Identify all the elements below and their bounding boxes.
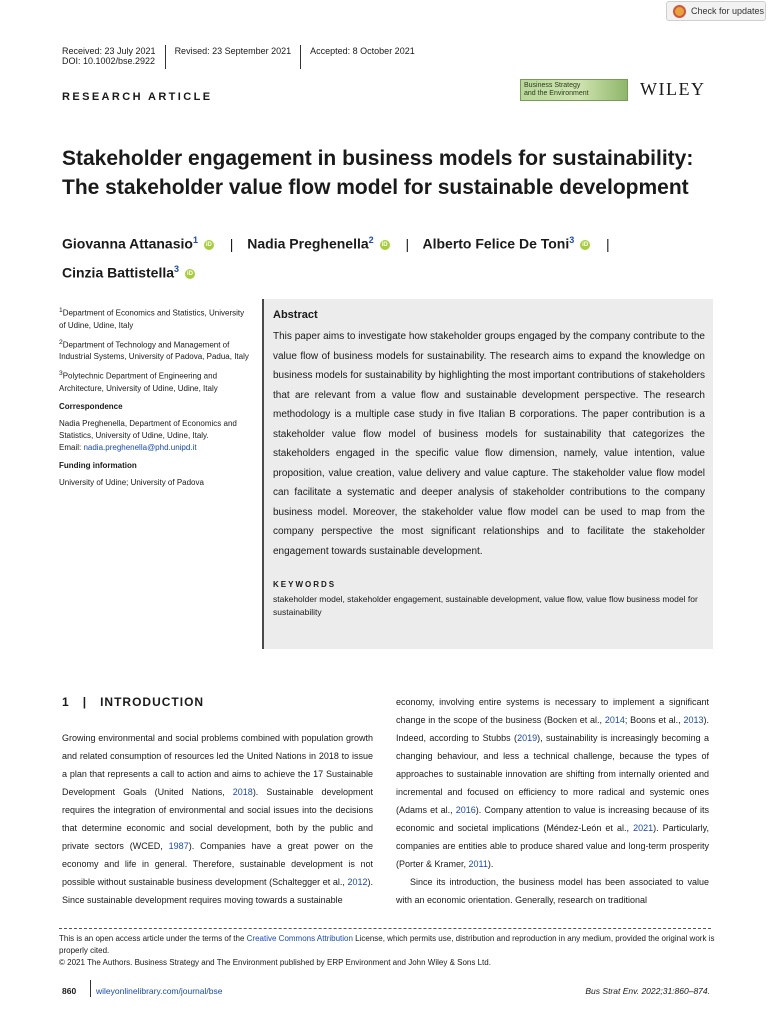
citation-link[interactable]: 2011 bbox=[468, 859, 488, 869]
author-separator: | bbox=[405, 235, 410, 252]
journal-logo-line1: Business Strategy bbox=[524, 82, 581, 89]
title-line-2: The stakeholder value flow model for sustainable development bbox=[62, 176, 689, 199]
copyright-text: © 2021 The Authors. Business Strategy and The Environment published by ERP Environment and John Wiley & Sons Ltd. bbox=[59, 958, 491, 967]
cc-license-link[interactable]: Creative Commons Attribution bbox=[246, 934, 353, 943]
body-text: economy, involving entire systems is necessary to implement a significant change in the scope of the business (Bocken et al., bbox=[396, 697, 709, 725]
license-text: This is an open access article under the terms of the bbox=[59, 934, 247, 943]
funding-text: University of Udine; University of Padova bbox=[59, 477, 204, 487]
correspondence-text bbox=[59, 418, 249, 454]
body-text: ). bbox=[487, 859, 494, 869]
citation-link[interactable]: 2013 bbox=[683, 715, 704, 725]
author-separator: | bbox=[229, 235, 234, 252]
section-heading bbox=[62, 695, 204, 709]
journal-citation: Bus Strat Env. 2022;31:860–874. bbox=[585, 986, 710, 996]
abstract-text: This paper aims to investigate how stakeholder groups engaged by the company contribute to the value flow of business models for sustainability. The research aims to expand the knowledge on business models for sustainability by highlighting the most important contributions of stakeholders that are relevant from a value flow and sustainable development perspective. The research methodology is a multiple case study in five Italian B corporations. The paper contribution is a stakeholder value flow model of business models for sustainability that categorizes the stakeholders engaged in the specific value flow dimension, namely, value intention, value proposition, value creation, value delivery and value capture. The stakeholder value flow model can facilitate a systematic and deeper analysis of stakeholder contributions to the company business model. Moreover, the stakeholder value flow model can be used to map from the company perspective the most significant relationships and to facilitate the stakeholder engagement towards sustainable development. bbox=[273, 331, 705, 557]
body-text: ; Boons et al., bbox=[624, 715, 684, 725]
author-name[interactable]: Alberto Felice De Toni bbox=[422, 235, 570, 252]
citation-link[interactable]: 2018 bbox=[232, 787, 253, 797]
citation-link[interactable]: 2016 bbox=[455, 805, 476, 815]
section-separator: | bbox=[82, 695, 88, 709]
license-footnote bbox=[59, 933, 719, 969]
doi: DOI: 10.1002/bse.2922 bbox=[62, 56, 156, 66]
keywords-text: stakeholder model, stakeholder engagement, sustainable development, value flow, value flow business model for sustainability bbox=[273, 594, 698, 617]
intro-left-column bbox=[62, 729, 373, 909]
body-text: ), sustainability is increasingly becoming a changing behaviour, and less a technical challenge, because the types of approaches to sustainable innovation are shifting from internally oriented and incremental and focused on efficiency to more radical and systemic ones (Adams et al., bbox=[396, 733, 710, 815]
crossmark-icon bbox=[673, 5, 686, 18]
affiliation-1 bbox=[59, 305, 249, 332]
citation-link[interactable]: 2012 bbox=[347, 877, 368, 887]
journal-logo bbox=[520, 79, 628, 101]
abstract-box bbox=[262, 299, 713, 649]
author-affiliation-sup: 2 bbox=[368, 235, 374, 245]
affiliation-text: Department of Technology and Management of Industrial Systems, University of Padova, Padua, Italy bbox=[59, 340, 249, 362]
orcid-icon[interactable]: iD bbox=[582, 241, 589, 248]
affiliation-sup: 1 bbox=[59, 307, 63, 314]
body-text: Growing environmental and social problems combined with population growth and related consumption of resources led the United Nations in 2018 to issue a plan that represents a call to action and aims to achieve the 17 Sustainable Development Goals (United Nations, bbox=[62, 733, 373, 797]
orcid-icon[interactable]: iD bbox=[205, 241, 212, 248]
intro-right-column bbox=[396, 693, 709, 909]
email-link[interactable]: nadia.preghenella@phd.unipd.it bbox=[83, 442, 197, 452]
author-name[interactable]: Giovanna Attanasio bbox=[62, 235, 193, 252]
correspondence-heading: Correspondence bbox=[59, 401, 123, 411]
article-type: RESEARCH ARTICLE bbox=[62, 91, 213, 103]
correspondence-address: Nadia Preghenella, Department of Economics and Statistics, University of Udine, Udine, Italy. bbox=[59, 418, 237, 440]
footnote-divider bbox=[59, 928, 711, 929]
email-label: Email: bbox=[59, 442, 84, 452]
affiliation-2 bbox=[59, 337, 249, 364]
body-text: ). Company attention to value is increasing because of its economic and societal implications (Méndez-León et al., bbox=[396, 805, 709, 833]
citation-link[interactable]: 2019 bbox=[517, 733, 538, 743]
journal-url-link[interactable]: wileyonlinelibrary.com/journal/bse bbox=[96, 986, 223, 996]
body-text: ). Companies have a great power on the economy and life in general. Therefore, sustainable development is not possible without sustainable business development (Schaltegger et al., bbox=[62, 841, 373, 887]
title-line-1: Stakeholder engagement in business models for sustainability: bbox=[62, 147, 694, 170]
journal-logo-line2: and the Environment bbox=[524, 90, 589, 97]
funding-heading: Funding information bbox=[59, 460, 137, 470]
author-name[interactable]: Nadia Preghenella bbox=[247, 235, 369, 252]
paragraph bbox=[396, 693, 709, 873]
author-affiliation-sup: 3 bbox=[174, 263, 180, 274]
keywords-heading: KEYWORDS bbox=[273, 580, 337, 589]
section-number: 1 bbox=[62, 695, 70, 709]
body-text: ). Since sustainable development requires moving towards a sustainable bbox=[62, 877, 373, 905]
article-title bbox=[62, 144, 742, 202]
author-affiliation-sup: 3 bbox=[569, 235, 575, 245]
citation-link[interactable]: 1987 bbox=[168, 841, 189, 851]
accepted-date: Accepted: 8 October 2021 bbox=[310, 46, 415, 56]
license-text: License, which permits use, distribution and reproduction in any medium, provided the original work is properly cited. bbox=[59, 934, 715, 955]
affiliations bbox=[59, 305, 249, 494]
page-number: 860 bbox=[62, 986, 77, 996]
paragraph: Since its introduction, the business model has been associated to value with an economic orientation. Generally, research on traditional bbox=[396, 877, 709, 905]
divider bbox=[90, 980, 91, 997]
body-text: ). Indeed, according to Stubbs ( bbox=[396, 715, 709, 743]
divider bbox=[165, 45, 166, 69]
affiliation-sup: 3 bbox=[59, 370, 63, 378]
author-list bbox=[62, 228, 722, 285]
received-date: Received: 23 July 2021 bbox=[62, 46, 156, 56]
affiliation-3 bbox=[59, 368, 249, 395]
citation-link[interactable]: 2021 bbox=[633, 823, 654, 833]
check-for-updates-label: Check for updates bbox=[691, 6, 765, 16]
body-text: ). Particularly, companies are entities able to produce shared value and long-term prosperity (Porter & Kramer, bbox=[396, 823, 709, 869]
author-name[interactable]: Cinzia Battistella bbox=[62, 264, 175, 281]
affiliation-text: Polytechnic Department of Engineering and Architecture, University of Udine, Udine, Italy bbox=[59, 371, 218, 393]
abstract-heading: Abstract bbox=[273, 309, 318, 321]
check-for-updates-button[interactable] bbox=[666, 1, 766, 21]
divider bbox=[300, 45, 301, 69]
affiliation-sup: 2 bbox=[59, 338, 63, 346]
orcid-icon[interactable]: iD bbox=[381, 241, 388, 248]
body-text: ). Sustainable development requires the integration of environmental and social issues into the decisions that determine economic and social development, both by the public and private sectors (WCED, bbox=[62, 787, 373, 851]
revised-date: Revised: 23 September 2021 bbox=[174, 46, 292, 56]
orcid-icon[interactable]: iD bbox=[186, 270, 193, 277]
affiliation-text: Department of Economics and Statistics, University of Udine, Udine, Italy bbox=[59, 308, 245, 330]
section-title: INTRODUCTION bbox=[100, 695, 205, 709]
citation-link[interactable]: 2014 bbox=[604, 715, 625, 725]
publisher-logo: WILEY bbox=[640, 79, 706, 99]
author-affiliation-sup: 1 bbox=[192, 235, 198, 245]
author-separator: | bbox=[606, 235, 610, 252]
